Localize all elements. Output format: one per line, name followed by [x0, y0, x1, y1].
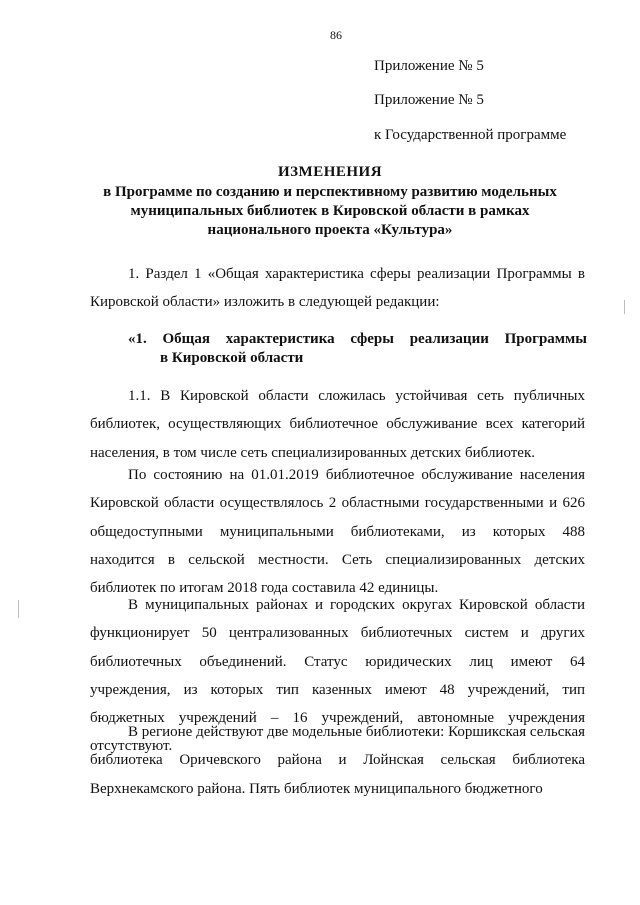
- body-paragraph: В регионе действуют две модельные библиотеки: Коршикская сельская библиотека Оричевского района и Лойнская сельская библиотека Верхнекамского района. Пять библиотек муниципального бюджетного: [90, 724, 585, 797]
- page-number: 86: [330, 28, 342, 42]
- section-word: характеристика: [225, 331, 335, 347]
- title-subtitle: в Программе по созданию и перспективному развитию модельных муниципальных библиотек в Кировской области в рамках национального проекта «Культура»: [103, 184, 557, 238]
- section-word: сферы: [350, 331, 394, 347]
- section-heading-line-1: [128, 330, 587, 349]
- body-paragraph: По состоянию на 01.01.2019 библиотечное обслуживание населения Кировской области осуществлялось 2 областными государственными и 626 общедоступными муниципальными библиотеками, из которых 488 находится в сельской местности. Сеть специализированных детских библиотек по итогам 2018 года составила 42 единицы.: [90, 467, 585, 597]
- body-paragraph: 1.1. В Кировской области сложилась устойчивая сеть публичных библиотек, осуществляющих библиотечное обслуживание всех категорий населения, в том числе сеть специализированных детских библиотек.: [90, 388, 585, 461]
- title-main: ИЗМЕНЕНИЯ: [277, 164, 383, 180]
- appendix-line-1: Приложение № 5: [374, 58, 484, 74]
- body-paragraph: В муниципальных районах и городских округах Кировской области функционирует 50 централизованных библиотечных систем и других библиотечных объединений. Статус юридических лиц имеют 64 учреждения, из которых тип казенных имеют 48 учреждений, тип бюджетных учреждений – 16 учреждений, автономные учреждения отсутствуют.: [90, 597, 585, 755]
- section-heading: [128, 330, 587, 368]
- appendix-line-3: к Государственной программе: [374, 127, 567, 143]
- appendix-line-2: Приложение № 5: [374, 92, 484, 108]
- document-title: [90, 163, 570, 240]
- intro-paragraph: 1. Раздел 1 «Общая характеристика сферы реализации Программы в Кировской области» изложить в следующей редакции:: [90, 266, 585, 311]
- section-heading-line-2: в Кировской области: [160, 350, 304, 366]
- section-word: реализации: [409, 331, 489, 347]
- section-word: Общая: [162, 331, 210, 347]
- scan-artifact: [18, 600, 19, 618]
- scan-artifact: [624, 300, 625, 314]
- section-number: «1.: [128, 331, 147, 347]
- section-word: Программы: [504, 331, 587, 347]
